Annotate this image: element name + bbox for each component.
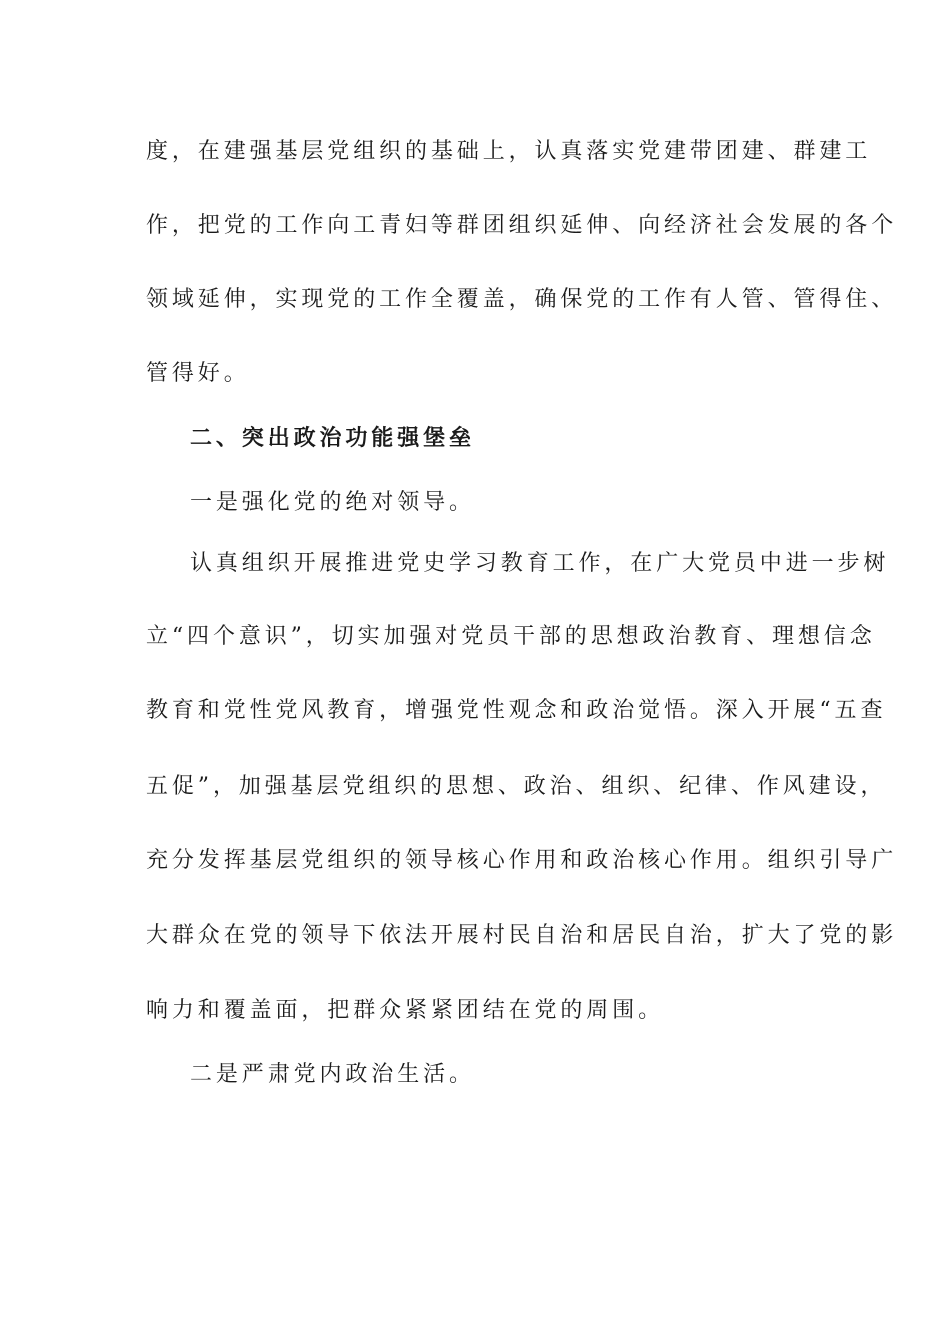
paragraph-line: 五促”，加强基层党组织的思想、政治、组织、纪律、作风建设， <box>146 774 887 799</box>
paragraph-line: 度，在建强基层党组织的基础上，认真落实党建带团建、群建工 <box>146 139 872 164</box>
subsection-heading: 一是强化党的绝对领导。 <box>190 490 475 515</box>
section-heading: 二、突出政治功能强堡垒 <box>190 426 475 451</box>
paragraph-line: 充分发挥基层党组织的领导核心作用和政治核心作用。组织引导广 <box>146 848 898 873</box>
subsection-heading: 二是严肃党内政治生活。 <box>190 1062 475 1087</box>
paragraph-line: 领域延伸，实现党的工作全覆盖，确保党的工作有人管、管得住、 <box>146 287 898 312</box>
paragraph-line: 认真组织开展推进党史学习教育工作，在广大党员中进一步树 <box>190 551 890 576</box>
paragraph-line: 响力和覆盖面，把群众紧紧团结在党的周围。 <box>146 998 665 1023</box>
paragraph-line: 大群众在党的领导下依法开展村民自治和居民自治，扩大了党的影 <box>146 923 898 948</box>
paragraph-line: 教育和党性党风教育，增强党性观念和政治觉悟。深入开展“五查 <box>146 698 887 723</box>
paragraph-line: 管得好。 <box>146 361 250 386</box>
paragraph-line: 立“四个意识”，切实加强对党员干部的思想政治教育、理想信念 <box>146 624 876 649</box>
paragraph-line: 作，把党的工作向工青妇等群团组织延伸、向经济社会发展的各个 <box>146 213 898 238</box>
